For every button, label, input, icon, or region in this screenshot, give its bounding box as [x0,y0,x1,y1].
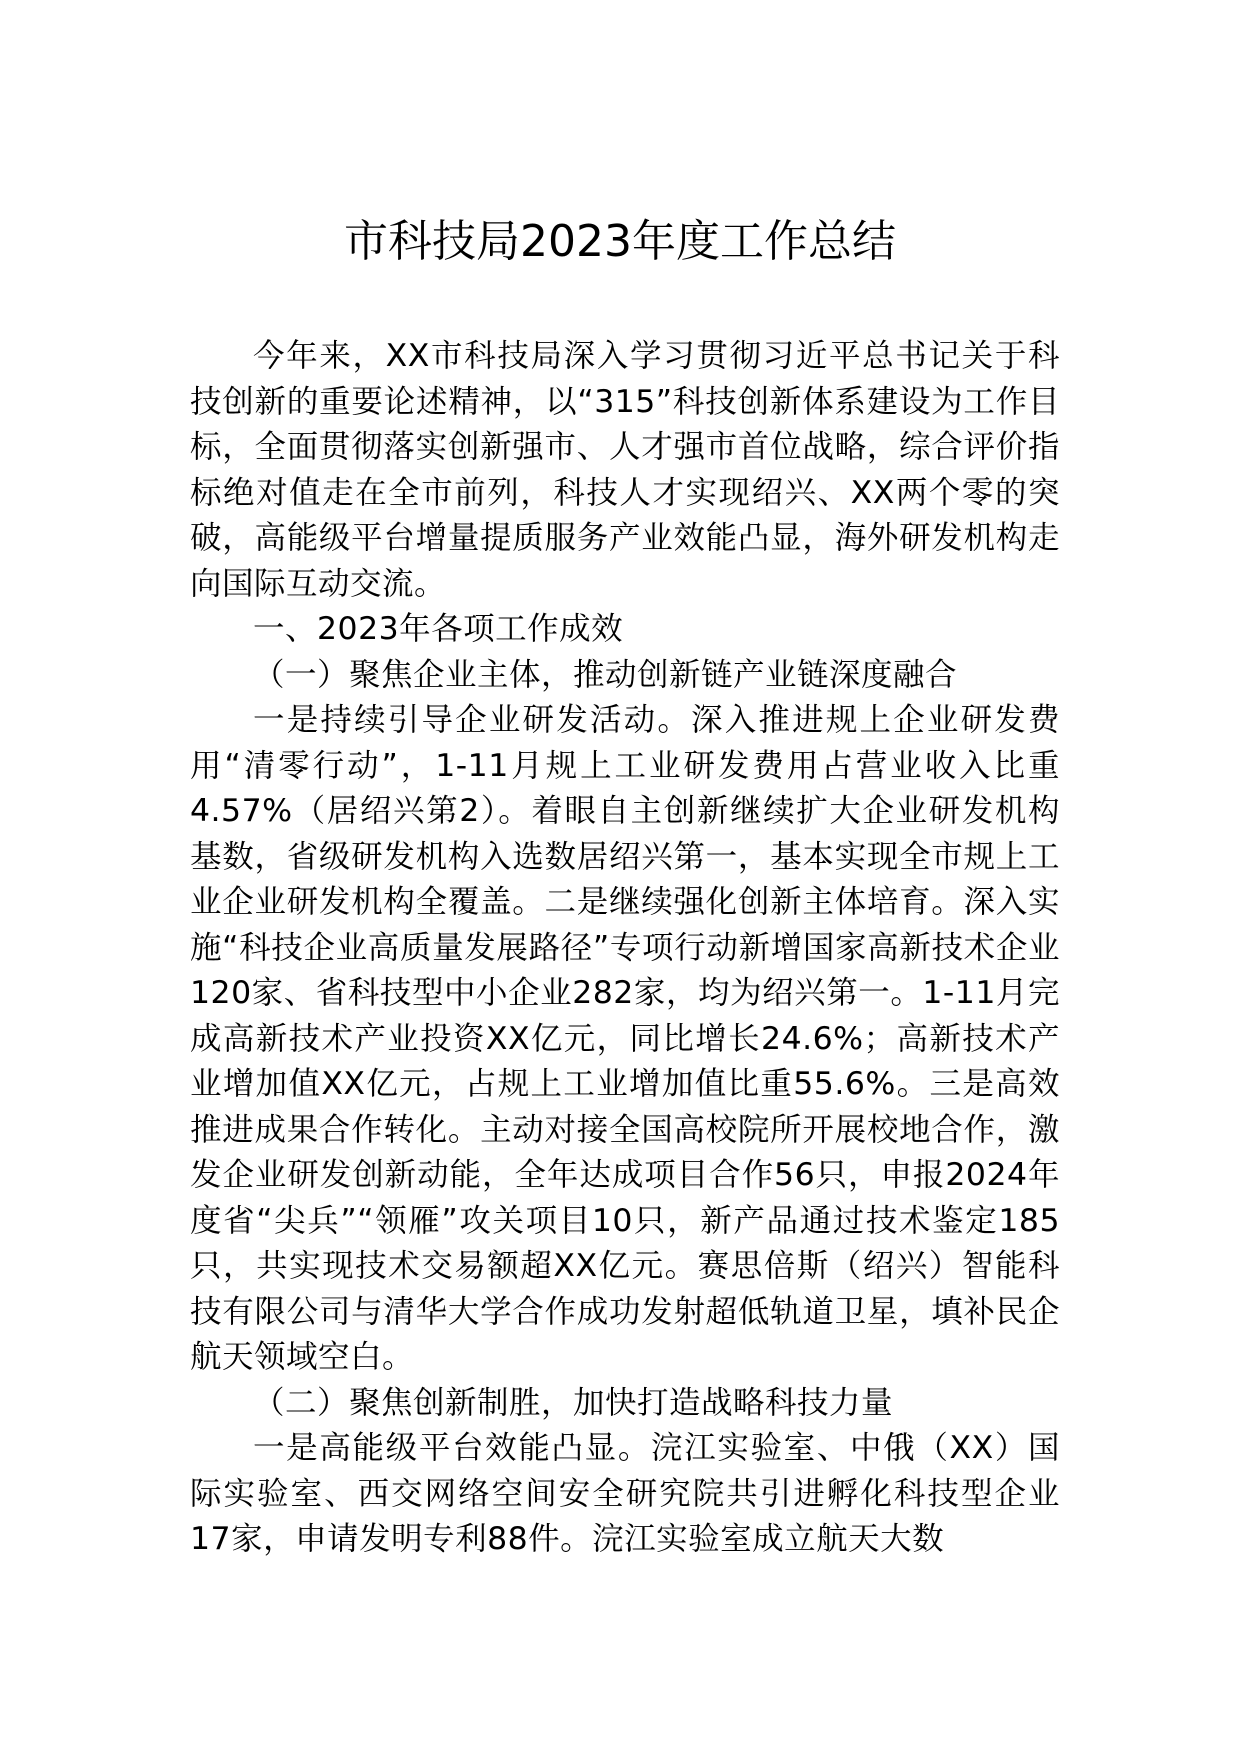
intro-paragraph: 今年来，XX市科技局深入学习贯彻习近平总书记关于科技创新的重要论述精神，以“315”科技创新体系建设为工作目标，全面贯彻落实创新强市、人才强市首位战略，综合评价指标绝对值走在全市前列，科技人才实现绍兴、XX两个零的突破，高能级平台增量提质服务产业效能凸显，海外研发机构走向国际互动交流。 [190,338,1060,602]
subsection-heading-1: （一）聚焦企业主体，推动创新链产业链深度融合 [253,656,958,693]
body-paragraph-2: 一是高能级平台效能凸显。浣江实验室、中俄（XX）国际实验室、西交网络空间安全研究院共引进孵化科技型企业17家，申请发明专利88件。浣江实验室成立航天大数 [190,1430,1060,1557]
document-body [190,334,1060,1563]
subsection-heading-2: （二）聚焦创新制胜，加快打造战略科技力量 [253,1384,894,1421]
body-paragraph-1: 一是持续引导企业研发活动。深入推进规上企业研发费用“清零行动”，1-11月规上工业研发费用占营业收入比重4.57%（居绍兴第2）。着眼自主创新继续扩大企业研发机构基数，省级研发机构入选数居绍兴第一，基本实现全市规上工业企业研发机构全覆盖。二是继续强化创新主体培育。深入实施“科技企业高质量发展路径”专项行动新增国家高新技术企业120家、省科技型中小企业282家，均为绍兴第一。1-11月完成高新技术产业投资XX亿元，同比增长24.6%；高新技术产业增加值XX亿元，占规上工业增加值比重55.6%。三是高效推进成果合作转化。主动对接全国高校院所开展校地合作，激发企业研发创新动能，全年达成项目合作56只，申报2024年度省“尖兵”“领雁”攻关项目10只，新产品通过技术鉴定185只，共实现技术交易额超XX亿元。赛思倍斯（绍兴）智能科技有限公司与清华大学合作成功发射超低轨道卫星，填补民企航天领域空白。 [190,702,1060,1375]
document-title: 市科技局2023年度工作总结 [344,216,896,267]
section-heading-1: 一、2023年各项工作成效 [253,611,624,647]
